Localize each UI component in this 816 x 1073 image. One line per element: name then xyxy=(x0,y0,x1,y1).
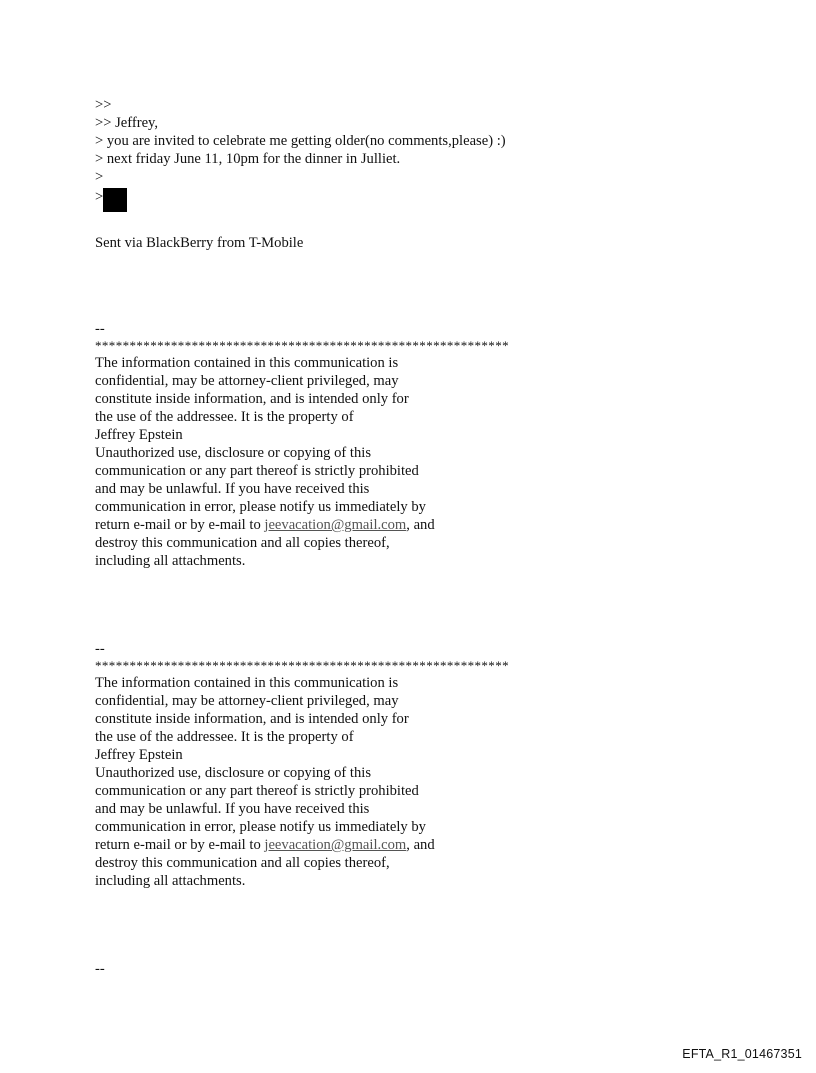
disclaimer-line: the use of the addressee. It is the property of xyxy=(95,729,354,745)
disclaimer-line: communication in error, please notify us immediately by xyxy=(95,819,426,835)
asterisk-divider: ************************************************************ xyxy=(95,658,509,673)
disclaimer-line: communication in error, please notify us immediately by xyxy=(95,499,426,515)
disclaimer-line: destroy this communication and all copies thereof, xyxy=(95,535,390,551)
disclaimer-line: including all attachments. xyxy=(95,553,246,569)
redacted-quote-line xyxy=(95,186,715,208)
document-id: EFTA_R1_01467351 xyxy=(682,1047,802,1061)
disclaimer-line: The information contained in this communication is xyxy=(95,355,399,371)
signature-separator: -- xyxy=(95,641,105,657)
quote-line-date: > next friday June 11, 10pm for the dinner in Julliet. xyxy=(95,151,401,167)
quote-line: > xyxy=(95,169,104,185)
quote-line: >> xyxy=(95,97,112,113)
disclaimer-line: destroy this communication and all copies thereof, xyxy=(95,855,390,871)
disclaimer-line: confidential, may be attorney-client privileged, may xyxy=(95,373,399,389)
disclaimer-line: Unauthorized use, disclosure or copying of this xyxy=(95,445,372,461)
disclaimer-line: The information contained in this communication is xyxy=(95,675,399,691)
disclaimer-line: constitute inside information, and is intended only for xyxy=(95,391,409,407)
disclaimer-line: and may be unlawful. If you have received this xyxy=(95,481,370,497)
email-link[interactable]: jeevacation@gmail.com xyxy=(264,517,407,533)
disclaimer-line: Jeffrey Epstein xyxy=(95,427,183,443)
quoted-message xyxy=(95,96,715,208)
disclaimer-line: the use of the addressee. It is the property of xyxy=(95,409,354,425)
disclaimer-line: communication or any part thereof is strictly prohibited xyxy=(95,463,419,479)
disclaimer-line: constitute inside information, and is intended only for xyxy=(95,711,409,727)
return-suffix: , and xyxy=(406,837,435,853)
email-document xyxy=(95,96,715,978)
disclaimer-return-line xyxy=(95,836,715,854)
quote-line-invitation: > you are invited to celebrate me getting older(no comments,please) :) xyxy=(95,133,506,149)
return-prefix: return e-mail or by e-mail to xyxy=(95,837,265,853)
email-link[interactable]: jeevacation@gmail.com xyxy=(264,837,407,853)
disclaimer-line: and may be unlawful. If you have received this xyxy=(95,801,370,817)
disclaimer-line: communication or any part thereof is strictly prohibited xyxy=(95,783,419,799)
disclaimer-line: Jeffrey Epstein xyxy=(95,747,183,763)
disclaimer-line: confidential, may be attorney-client privileged, may xyxy=(95,693,399,709)
sent-via-signature: Sent via BlackBerry from T-Mobile xyxy=(95,235,304,251)
return-suffix: , and xyxy=(406,517,435,533)
asterisk-divider: ************************************************************ xyxy=(95,338,509,353)
disclaimer-return-line xyxy=(95,516,715,534)
quote-line-greeting: >> Jeffrey, xyxy=(95,115,159,131)
closing-separator: -- xyxy=(95,961,105,977)
signature-separator: -- xyxy=(95,321,105,337)
disclaimer-line: including all attachments. xyxy=(95,873,246,889)
return-prefix: return e-mail or by e-mail to xyxy=(95,517,265,533)
redaction-block xyxy=(103,188,127,212)
quote-marker: > xyxy=(95,189,104,205)
disclaimer-block-2 xyxy=(95,640,715,890)
disclaimer-block-1 xyxy=(95,320,715,570)
disclaimer-line: Unauthorized use, disclosure or copying of this xyxy=(95,765,372,781)
